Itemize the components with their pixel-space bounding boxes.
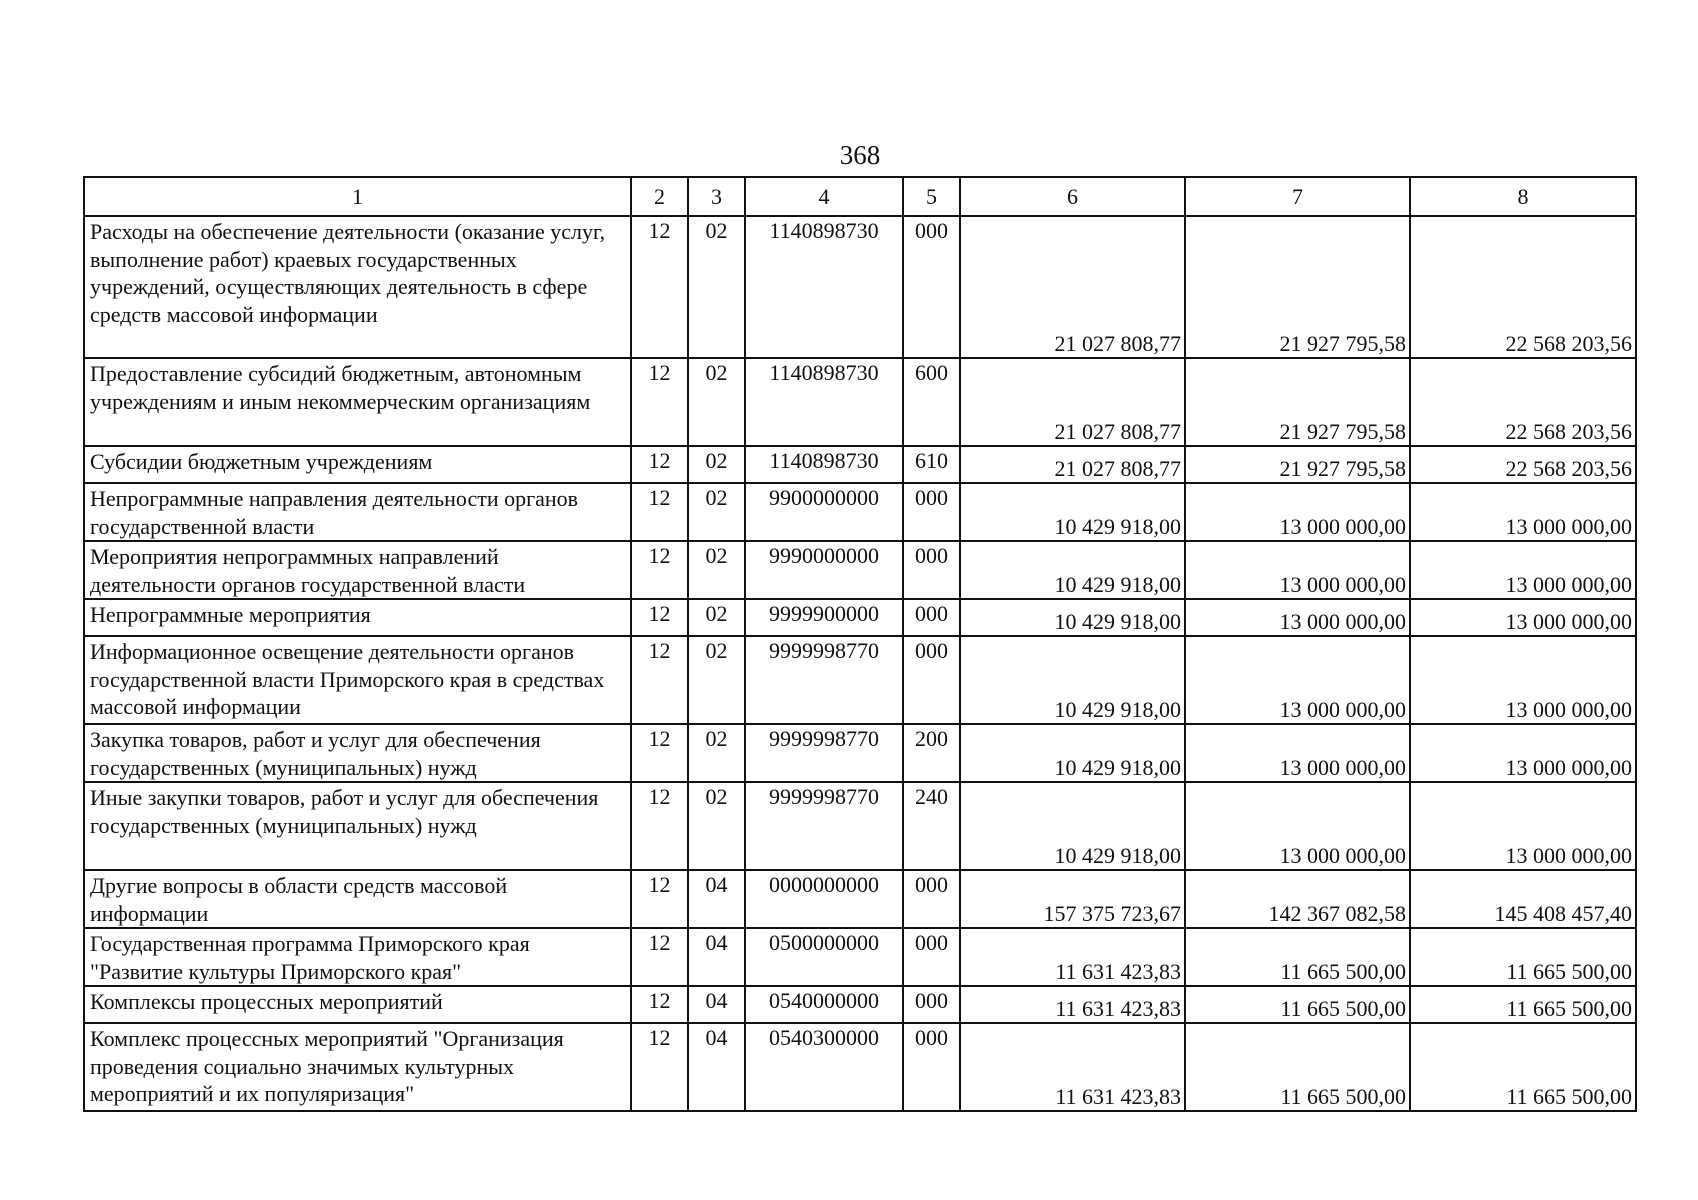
row-amount-col-7: 11 665 500,00: [1185, 986, 1410, 1023]
row-subsection-code: 02: [688, 446, 745, 483]
table-row: [84, 216, 1636, 358]
row-amount-col-6: 10 429 918,00: [960, 636, 1185, 724]
row-subsection-code: 04: [688, 1023, 745, 1111]
row-expense-type-code: 240: [903, 782, 960, 870]
row-subsection-code: 02: [688, 483, 745, 541]
header-col-1: 1: [84, 177, 631, 216]
table-row: [84, 358, 1636, 446]
row-subsection-code: 02: [688, 724, 745, 782]
row-expense-type-code: 000: [903, 636, 960, 724]
table-row: [84, 483, 1636, 541]
table-body: [84, 216, 1636, 1111]
row-subsection-code: 04: [688, 928, 745, 986]
row-amount-col-6: 10 429 918,00: [960, 599, 1185, 636]
row-amount-col-8: 11 665 500,00: [1410, 986, 1636, 1023]
row-amount-col-7: 13 000 000,00: [1185, 636, 1410, 724]
table-row: [84, 1023, 1636, 1111]
row-section-code: 12: [631, 986, 688, 1023]
row-subsection-code: 02: [688, 599, 745, 636]
row-amount-col-8: 13 000 000,00: [1410, 483, 1636, 541]
row-amount-col-8: 22 568 203,56: [1410, 358, 1636, 446]
row-expense-type-code: 200: [903, 724, 960, 782]
row-target-article-code: 9990000000: [745, 541, 903, 599]
row-amount-col-6: 10 429 918,00: [960, 483, 1185, 541]
row-target-article-code: 0000000000: [745, 870, 903, 928]
row-target-article-code: 0540000000: [745, 986, 903, 1023]
row-amount-col-8: 22 568 203,56: [1410, 216, 1636, 358]
table-row: [84, 636, 1636, 724]
header-col-6: 6: [960, 177, 1185, 216]
header-col-3: 3: [688, 177, 745, 216]
row-amount-col-6: 11 631 423,83: [960, 1023, 1185, 1111]
row-name: Непрограммные направления деятельности органов государственной власти: [84, 483, 631, 541]
row-amount-col-8: 13 000 000,00: [1410, 782, 1636, 870]
header-col-5: 5: [903, 177, 960, 216]
row-expense-type-code: 000: [903, 870, 960, 928]
row-name: Иные закупки товаров, работ и услуг для обеспечения государственных (муниципальных) нужд: [84, 782, 631, 870]
row-target-article-code: 9999900000: [745, 599, 903, 636]
row-amount-col-8: 13 000 000,00: [1410, 724, 1636, 782]
row-subsection-code: 02: [688, 358, 745, 446]
row-amount-col-7: 21 927 795,58: [1185, 446, 1410, 483]
row-expense-type-code: 000: [903, 599, 960, 636]
row-target-article-code: 0500000000: [745, 928, 903, 986]
row-amount-col-7: 21 927 795,58: [1185, 358, 1410, 446]
row-section-code: 12: [631, 599, 688, 636]
row-amount-col-7: 21 927 795,58: [1185, 216, 1410, 358]
row-amount-col-7: 13 000 000,00: [1185, 782, 1410, 870]
row-expense-type-code: 000: [903, 1023, 960, 1111]
table-row: [84, 724, 1636, 782]
row-target-article-code: 9999998770: [745, 782, 903, 870]
row-subsection-code: 04: [688, 870, 745, 928]
row-amount-col-6: 11 631 423,83: [960, 986, 1185, 1023]
row-target-article-code: 0540300000: [745, 1023, 903, 1111]
row-section-code: 12: [631, 928, 688, 986]
row-amount-col-6: 11 631 423,83: [960, 928, 1185, 986]
row-amount-col-8: 13 000 000,00: [1410, 541, 1636, 599]
row-amount-col-7: 142 367 082,58: [1185, 870, 1410, 928]
table-row: [84, 541, 1636, 599]
row-name: Комплекс процессных мероприятий "Организация проведения социально значимых культурных мероприятий и их популяризация": [84, 1023, 631, 1111]
row-amount-col-6: 10 429 918,00: [960, 782, 1185, 870]
table-row: [84, 928, 1636, 986]
row-expense-type-code: 000: [903, 541, 960, 599]
row-subsection-code: 02: [688, 636, 745, 724]
row-target-article-code: 9999998770: [745, 724, 903, 782]
row-section-code: 12: [631, 724, 688, 782]
row-expense-type-code: 000: [903, 986, 960, 1023]
row-amount-col-8: 11 665 500,00: [1410, 1023, 1636, 1111]
row-target-article-code: 1140898730: [745, 358, 903, 446]
row-section-code: 12: [631, 541, 688, 599]
page-number: 368: [839, 140, 881, 170]
row-name: Субсидии бюджетным учреждениям: [84, 446, 631, 483]
row-name: Закупка товаров, работ и услуг для обеспечения государственных (муниципальных) нужд: [84, 724, 631, 782]
table-row: [84, 446, 1636, 483]
row-section-code: 12: [631, 870, 688, 928]
row-section-code: 12: [631, 446, 688, 483]
table-row: [84, 782, 1636, 870]
row-expense-type-code: 000: [903, 928, 960, 986]
row-section-code: 12: [631, 1023, 688, 1111]
table-header: [84, 177, 1636, 216]
row-target-article-code: 1140898730: [745, 446, 903, 483]
row-amount-col-6: 21 027 808,77: [960, 358, 1185, 446]
row-subsection-code: 04: [688, 986, 745, 1023]
row-amount-col-8: 11 665 500,00: [1410, 928, 1636, 986]
row-target-article-code: 1140898730: [745, 216, 903, 358]
row-target-article-code: 9900000000: [745, 483, 903, 541]
row-subsection-code: 02: [688, 216, 745, 358]
row-amount-col-7: 13 000 000,00: [1185, 599, 1410, 636]
budget-table: [83, 176, 1637, 1112]
row-name: Информационное освещение деятельности органов государственной власти Приморского края в средствах массовой информации: [84, 636, 631, 724]
row-expense-type-code: 000: [903, 483, 960, 541]
row-amount-col-7: 13 000 000,00: [1185, 483, 1410, 541]
row-name: Предоставление субсидий бюджетным, автономным учреждениям и иным некоммерческим организациям: [84, 358, 631, 446]
row-amount-col-7: 11 665 500,00: [1185, 928, 1410, 986]
row-name: Комплексы процессных мероприятий: [84, 986, 631, 1023]
row-amount-col-6: 21 027 808,77: [960, 446, 1185, 483]
row-amount-col-8: 22 568 203,56: [1410, 446, 1636, 483]
row-name: Государственная программа Приморского края "Развитие культуры Приморского края": [84, 928, 631, 986]
row-section-code: 12: [631, 782, 688, 870]
row-subsection-code: 02: [688, 541, 745, 599]
row-expense-type-code: 000: [903, 216, 960, 358]
table-row: [84, 599, 1636, 636]
row-target-article-code: 9999998770: [745, 636, 903, 724]
row-amount-col-7: 13 000 000,00: [1185, 541, 1410, 599]
row-name: Расходы на обеспечение деятельности (оказание услуг, выполнение работ) краевых государственных учреждений, осуществляющих деятельность в сфере средств массовой информации: [84, 216, 631, 358]
row-section-code: 12: [631, 483, 688, 541]
row-amount-col-6: 10 429 918,00: [960, 724, 1185, 782]
row-amount-col-8: 145 408 457,40: [1410, 870, 1636, 928]
header-col-4: 4: [745, 177, 903, 216]
row-name: Другие вопросы в области средств массовой информации: [84, 870, 631, 928]
table-row: [84, 870, 1636, 928]
row-amount-col-8: 13 000 000,00: [1410, 599, 1636, 636]
row-amount-col-6: 157 375 723,67: [960, 870, 1185, 928]
header-col-8: 8: [1410, 177, 1636, 216]
row-amount-col-7: 11 665 500,00: [1185, 1023, 1410, 1111]
row-name: Мероприятия непрограммных направлений деятельности органов государственной власти: [84, 541, 631, 599]
row-amount-col-8: 13 000 000,00: [1410, 636, 1636, 724]
header-col-7: 7: [1185, 177, 1410, 216]
row-section-code: 12: [631, 358, 688, 446]
row-expense-type-code: 610: [903, 446, 960, 483]
row-expense-type-code: 600: [903, 358, 960, 446]
table-row: [84, 986, 1636, 1023]
row-name: Непрограммные мероприятия: [84, 599, 631, 636]
header-col-2: 2: [631, 177, 688, 216]
row-amount-col-6: 10 429 918,00: [960, 541, 1185, 599]
row-section-code: 12: [631, 216, 688, 358]
row-subsection-code: 02: [688, 782, 745, 870]
row-section-code: 12: [631, 636, 688, 724]
header-row: [84, 177, 1636, 216]
row-amount-col-6: 21 027 808,77: [960, 216, 1185, 358]
row-amount-col-7: 13 000 000,00: [1185, 724, 1410, 782]
